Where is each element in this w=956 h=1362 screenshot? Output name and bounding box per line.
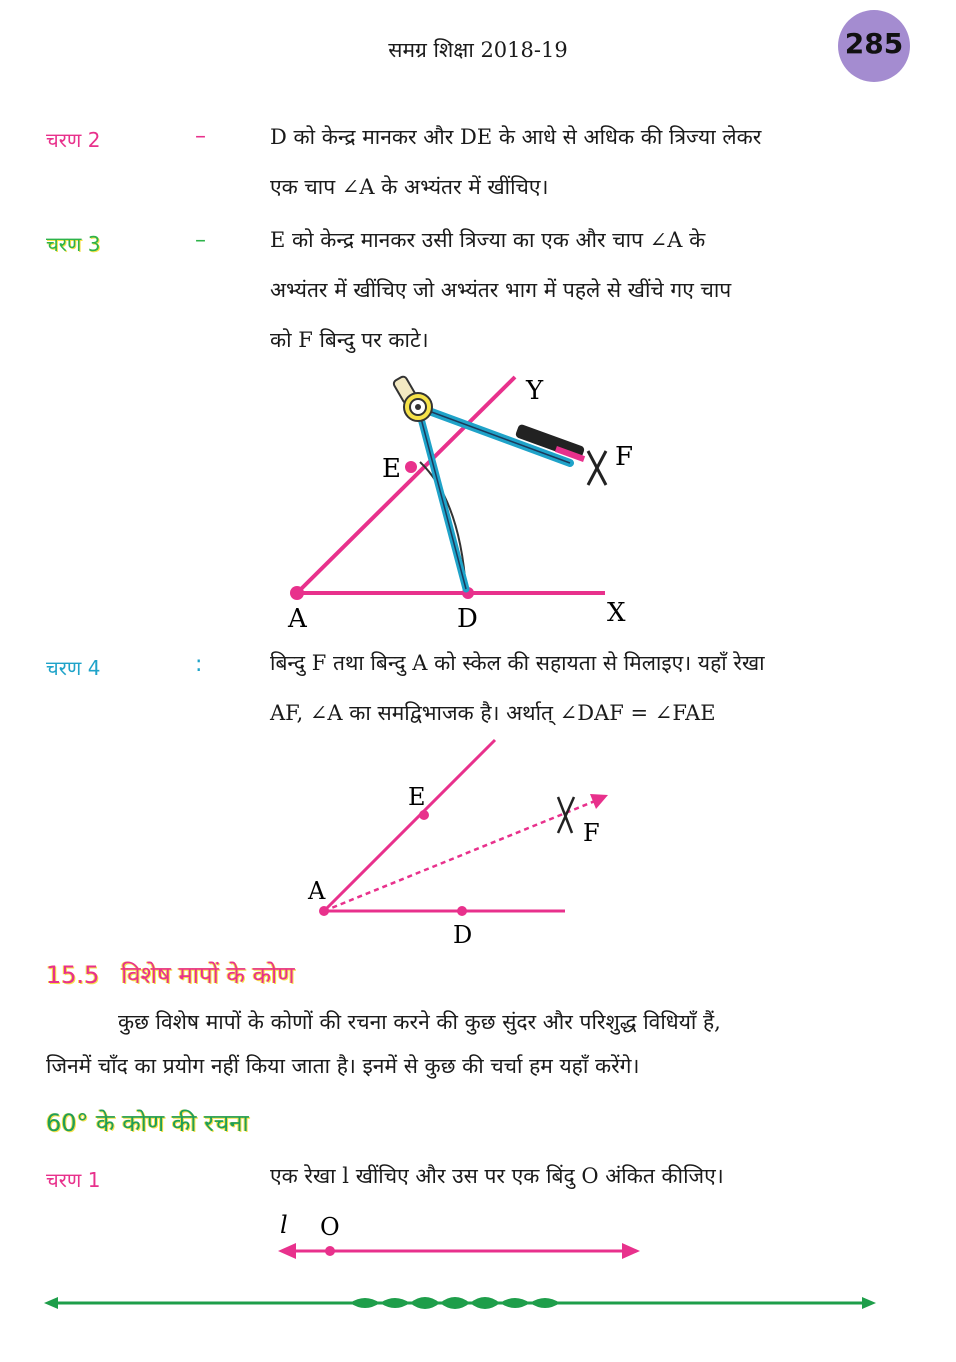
- point-E: [405, 461, 417, 473]
- step-2-separator: –: [195, 124, 206, 149]
- label-F: F: [583, 819, 600, 847]
- section-paragraph-line-2: जिनमें चाँद का प्रयोग नहीं किया जाता है। इनमें से कुछ की चर्चा हम यहाँ करेंगे।: [46, 1054, 640, 1078]
- label-Y: Y: [526, 376, 544, 406]
- step-2-line-1: D को केन्द्र मानकर और DE के आधे से अधिक की त्रिज्या लेकर: [270, 125, 762, 149]
- point-A: [319, 906, 329, 916]
- point-D: [457, 906, 467, 916]
- section-title: विशेष मापों के कोण: [121, 961, 295, 989]
- label-D: D: [453, 921, 473, 949]
- ray-AE: [324, 740, 495, 911]
- step-2-label: चरण 2: [46, 128, 101, 152]
- sub-step-1-label: चरण 1: [46, 1168, 101, 1192]
- section-number: 15.5: [46, 961, 100, 989]
- arrowhead-left: [278, 1243, 296, 1259]
- compass-icon: [392, 375, 585, 589]
- step-3-line-2: अभ्यंतर में खींचिए जो अभ्यंतर भाग में पहले से खींचे गए चाप: [270, 278, 732, 302]
- section-heading: [46, 958, 295, 991]
- step-3-line-3: को F बिन्दु पर काटे।: [270, 328, 429, 352]
- step-3-separator: –: [195, 228, 206, 253]
- step-4-text: [270, 638, 880, 738]
- intersection-mark-F: [588, 451, 606, 485]
- subsection-title: 60° के कोण की रचना: [46, 1109, 249, 1137]
- step-2-line-2: एक चाप ∠A के अभ्यंतर में खींचिए।: [270, 175, 549, 199]
- step-4-line-1: बिन्दु F तथा बिन्दु A को स्केल की सहायता से मिलाइए। यहाँ रेखा: [270, 651, 765, 675]
- bisector-AF: [324, 799, 600, 911]
- label-D: D: [457, 604, 478, 634]
- arrowhead-right: [622, 1243, 640, 1259]
- figure-angle-bisector: [300, 735, 630, 950]
- page-number-badge: 285: [838, 10, 910, 82]
- section-paragraph-line-1: कुछ विशेष मापों के कोणों की रचना करने की कुछ सुंदर और परिशुद्ध विधियाँ हैं,: [118, 1010, 721, 1034]
- decorative-border: [40, 1286, 880, 1320]
- point-O: [325, 1246, 335, 1256]
- label-O: O: [320, 1213, 340, 1241]
- step-3-label: चरण 3: [46, 232, 101, 256]
- figure-compass-construction: [270, 365, 670, 635]
- label-X: X: [607, 598, 626, 628]
- sub-step-1-text: एक रेखा l खींचिए और उस पर एक बिंदु O अंकित कीजिए।: [270, 1164, 724, 1188]
- point-A: [290, 586, 304, 600]
- step-3-line-1: E को केन्द्र मानकर उसी त्रिज्या का एक और चाप ∠A के: [270, 228, 706, 252]
- label-l: l: [280, 1211, 288, 1239]
- label-F: F: [615, 442, 634, 472]
- figure-line-l: [268, 1205, 648, 1275]
- section-paragraph: [46, 1000, 876, 1088]
- step-3-text: [270, 215, 880, 365]
- page-header: समग्र शिक्षा 2018-19: [388, 38, 568, 62]
- label-A: A: [308, 877, 326, 905]
- label-E: E: [408, 783, 426, 811]
- step-2-text: [270, 112, 880, 212]
- step-4-separator: :: [195, 652, 203, 677]
- step-4-label: चरण 4: [46, 656, 101, 680]
- label-E: E: [382, 454, 401, 484]
- step-4-line-2: AF, ∠A का समद्विभाजक है। अर्थात् ∠DAF = ∠FAE: [270, 701, 716, 725]
- point-E: [419, 810, 429, 820]
- label-A: A: [288, 604, 307, 634]
